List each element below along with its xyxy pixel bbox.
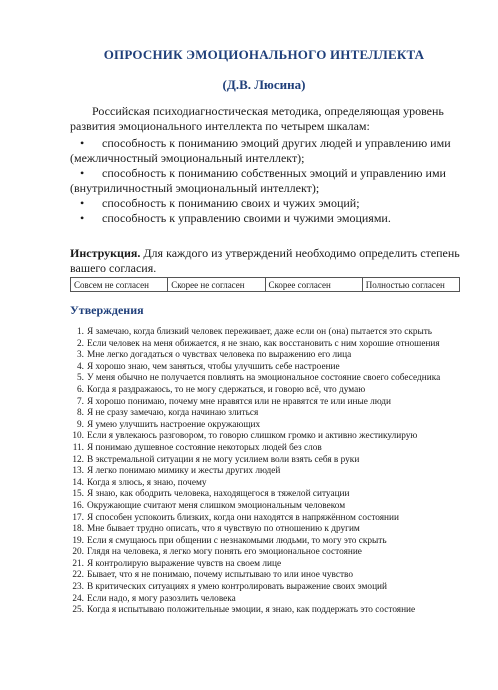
document-author: (Д.В. Люсина)	[222, 77, 306, 92]
bullet-icon: •	[80, 196, 85, 210]
scale-item-line1: способность к пониманию своих и чужих эмоций;	[102, 196, 360, 210]
scale-option: Совсем не согласен	[71, 278, 168, 292]
statement-number: 19.	[72, 535, 84, 546]
statement-item	[70, 547, 462, 559]
statement-item	[70, 559, 462, 571]
statement-text: Мне бывает трудно описать, что я чувствую по отношению к другим	[87, 524, 360, 535]
scale-item-line1: способность к управлению своими и чужими эмоциями.	[102, 211, 391, 225]
statement-item	[70, 339, 462, 351]
statement-text: Когда я раздражаюсь, то не могу сдержаться, и говорю всё, что думаю	[87, 384, 366, 395]
scale-item-line1: способность к пониманию эмоций других людей и управлению ими	[102, 136, 451, 150]
statement-item	[70, 373, 462, 385]
instruction-text: Для каждого из утверждений необходимо определить степень вашего согласия.	[70, 246, 460, 275]
statement-number: 1.	[77, 327, 84, 337]
statement-text: В экстремальной ситуации я не могу усилием воли взять себя в руки	[87, 454, 360, 465]
statement-text: Я хорошо понимаю, почему мне нравятся или не нравятся те или иные люди	[87, 396, 391, 407]
statement-item	[70, 327, 462, 339]
statement-number: 20.	[72, 547, 84, 558]
statement-text: В критических ситуациях я умею контролировать выражение своих эмоций	[87, 582, 387, 593]
scale-item	[70, 211, 462, 226]
scale-item-line2: (межличностный эмоциональный интеллект);	[70, 151, 305, 165]
statement-text: Я знаю, как ободрить человека, находящегося в тяжелой ситуации	[87, 489, 350, 500]
statement-item	[70, 536, 462, 548]
statement-item	[70, 501, 462, 513]
statement-number: 3.	[77, 350, 84, 361]
scale-option: Скорее не согласен	[168, 278, 265, 292]
statement-item	[70, 466, 462, 478]
statement-number: 11.	[72, 442, 84, 453]
bullet-icon: •	[80, 136, 85, 150]
statement-number: 13.	[72, 466, 84, 477]
statement-item	[70, 489, 462, 501]
statement-item	[70, 524, 462, 536]
statement-item	[70, 420, 462, 432]
statement-number: 4.	[77, 361, 84, 372]
statement-number: 23.	[72, 582, 84, 593]
statement-item	[70, 443, 462, 455]
statement-item	[70, 582, 462, 594]
statements-list	[70, 327, 462, 617]
statement-text: Если я увлекаюсь разговором, то говорю слишком громко и активно жестикулирую	[87, 431, 418, 442]
statement-item	[70, 570, 462, 582]
statement-number: 18.	[72, 524, 84, 535]
statement-number: 10.	[72, 431, 84, 442]
statement-item	[70, 513, 462, 525]
statement-number: 25.	[72, 605, 84, 616]
statement-number: 9.	[77, 419, 84, 430]
statement-text: Если человек на меня обижается, я не знаю, как восстановить с ним хорошие отношения	[87, 338, 440, 349]
instruction-label: Инструкция.	[70, 246, 141, 260]
statement-text: Я контролирую выражение чувств на своем лице	[87, 558, 282, 569]
statement-item	[70, 385, 462, 397]
statement-text: Окружающие считают меня слишком эмоциональным человеком	[87, 500, 346, 511]
scale-item-line2: (внутриличностный эмоциональный интеллект);	[70, 181, 320, 195]
statement-number: 22.	[72, 570, 84, 581]
statement-text: У меня обычно не получается повлиять на эмоциональное состояние своего собеседника	[87, 373, 441, 384]
statement-number: 14.	[72, 477, 84, 488]
scale-option: Полностью согласен	[362, 278, 459, 292]
scale-item	[70, 196, 462, 211]
statement-text: Когда я злюсь, я знаю, почему	[87, 477, 207, 488]
statement-number: 15.	[72, 489, 84, 500]
statement-text: Бывает, что я не понимаю, почему испытываю то или иное чувство	[87, 570, 353, 581]
statement-text: Я замечаю, когда близкий человек переживает, даже если он (она) пытается это скрыть	[87, 327, 433, 337]
statement-number: 2.	[77, 338, 84, 349]
statement-item	[70, 408, 462, 420]
statement-item	[70, 594, 462, 606]
instruction-paragraph	[70, 246, 462, 276]
intro-paragraph: Российская психодиагностическая методика, определяющая уровень развития эмоционального интеллекта по четырем шкалам:	[70, 104, 444, 133]
scale-option: Скорее согласен	[265, 278, 362, 292]
statement-item	[70, 605, 462, 617]
statement-number: 6.	[77, 384, 84, 395]
statement-item	[70, 350, 462, 362]
statement-number: 12.	[72, 454, 84, 465]
statement-text: Я способен успокоить близких, когда они находятся в напряжённом состоянии	[87, 512, 399, 523]
scale-item	[70, 166, 462, 196]
statement-text: Я хорошо знаю, чем заняться, чтобы улучшить себе настроение	[87, 361, 340, 372]
statement-item	[70, 397, 462, 409]
statement-text: Я не сразу замечаю, когда начинаю злиться	[87, 408, 259, 419]
statement-text: Я понимаю душевное состояние некоторых людей без слов	[87, 442, 322, 453]
statement-item	[70, 478, 462, 490]
statement-text: Глядя на человека, я легко могу понять его эмоциональное состояние	[87, 547, 362, 558]
statement-number: 5.	[77, 373, 84, 384]
statement-item	[70, 362, 462, 374]
bullet-icon: •	[80, 211, 85, 225]
scales-list	[70, 136, 462, 226]
document-title: ОПРОСНИК ЭМОЦИОНАЛЬНОГО ИНТЕЛЛЕКТА	[103, 47, 425, 62]
section-heading: Утверждения	[70, 303, 144, 317]
statement-text: Если надо, я могу разозлить человека	[87, 593, 236, 604]
statement-text: Мне легко догадаться о чувствах человека по выражению его лица	[87, 350, 352, 361]
statement-item	[70, 455, 462, 467]
statement-number: 16.	[72, 500, 84, 511]
scale-item	[70, 136, 462, 166]
bullet-icon: •	[80, 166, 85, 180]
statement-text: Когда я испытываю положительные эмоции, я знаю, как поддержать это состояние	[87, 605, 416, 616]
statement-number: 7.	[77, 396, 84, 407]
statement-number: 21.	[72, 558, 84, 569]
statement-text: Если я смущаюсь при общении с незнакомыми людьми, то могу это скрыть	[87, 535, 387, 546]
scale-item-line1: способность к пониманию собственных эмоций и управлению ими	[102, 166, 446, 180]
statement-item	[70, 431, 462, 443]
statement-text: Я легко понимаю мимику и жесты других людей	[87, 466, 281, 477]
statement-text: Я умею улучшить настроение окружающих	[87, 419, 261, 430]
statement-number: 17.	[72, 512, 84, 523]
statement-number: 8.	[77, 408, 84, 419]
answer-scale-table	[70, 277, 460, 292]
statement-number: 24.	[72, 593, 84, 604]
